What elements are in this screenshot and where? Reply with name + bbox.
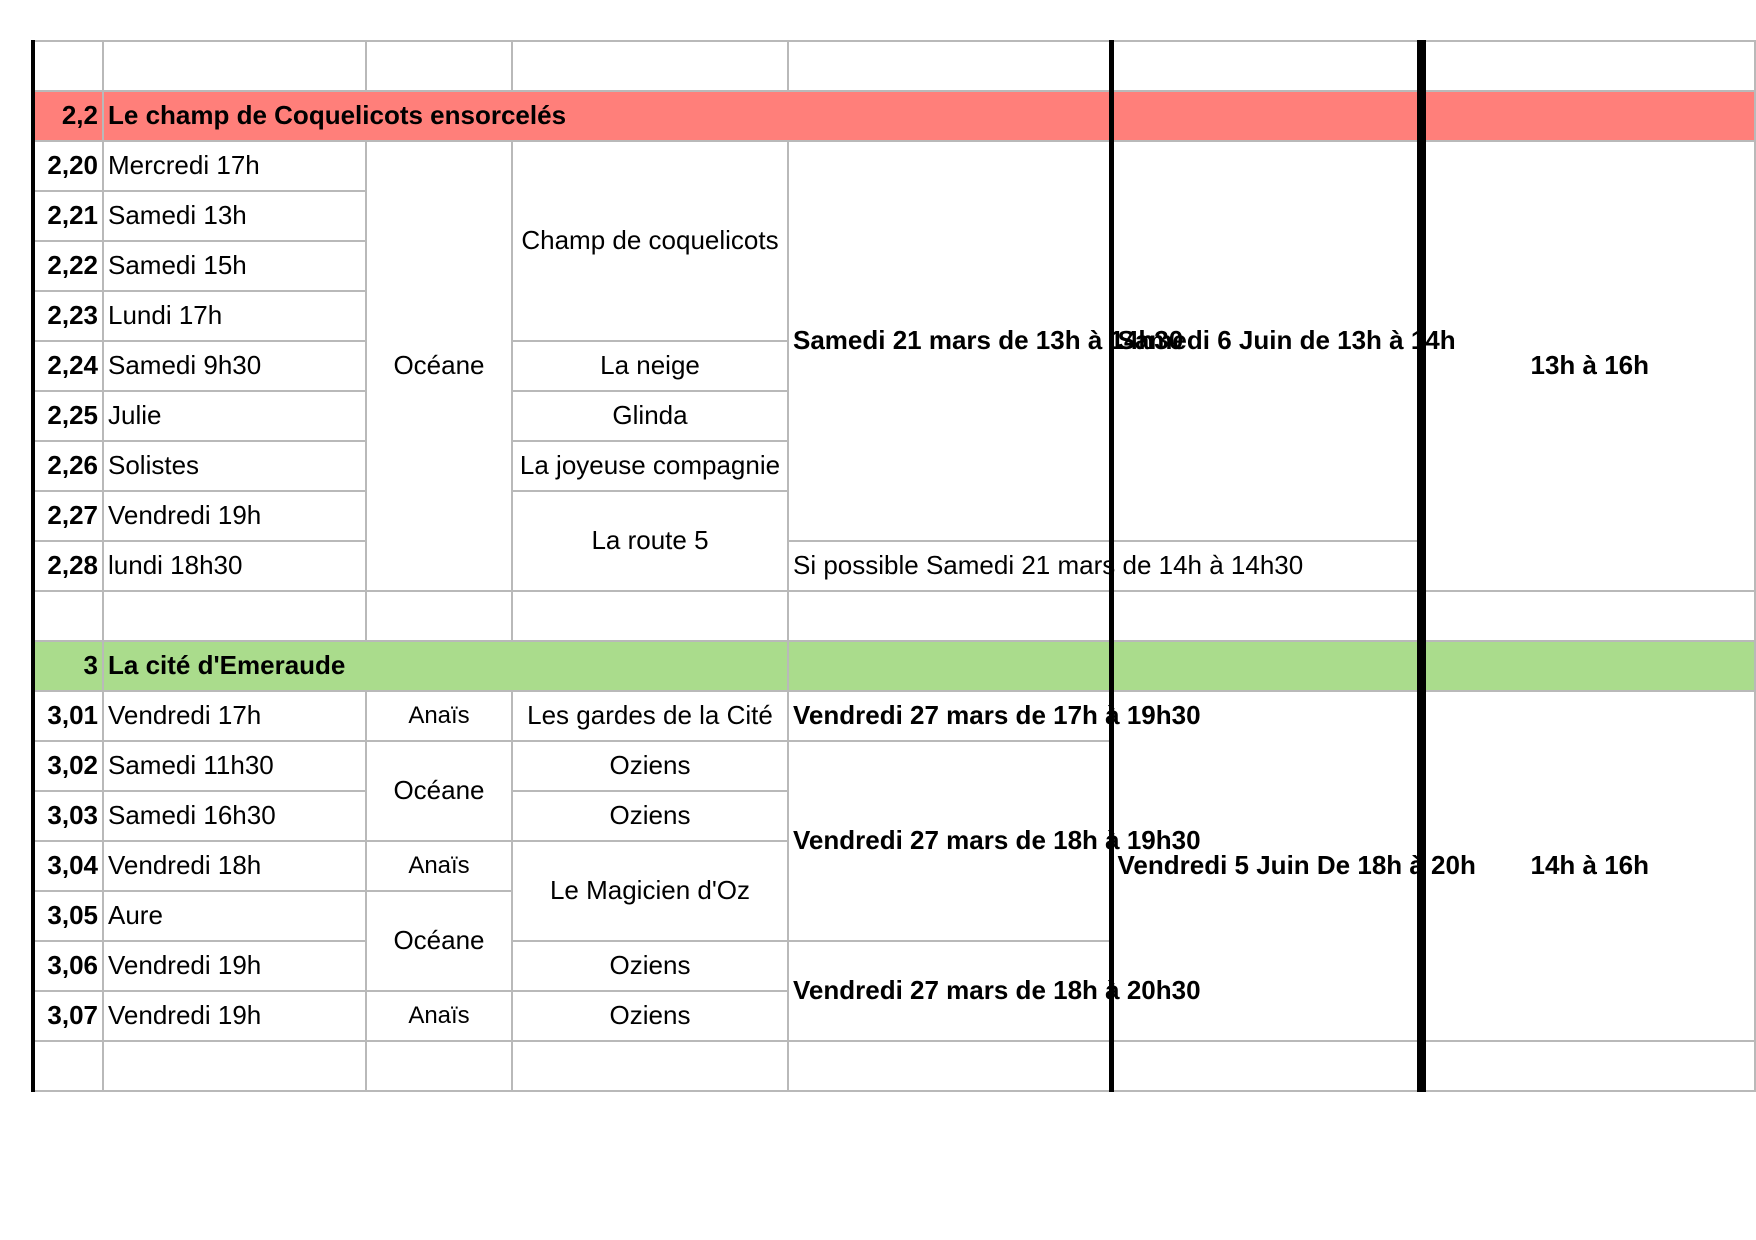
row-number: 3,01 bbox=[33, 691, 103, 741]
rehearsal-date-cell: Vendredi 27 mars de 17h à 19h30 bbox=[788, 691, 1111, 741]
teacher-cell: Anaïs bbox=[366, 691, 512, 741]
session-cell: Julie bbox=[103, 391, 366, 441]
row-number: 2,21 bbox=[33, 191, 103, 241]
scene-cell: Champ de coquelicots bbox=[512, 141, 788, 341]
teacher-cell: Anaïs bbox=[366, 841, 512, 891]
section-title: Le champ de Coquelicots ensorcelés bbox=[103, 91, 1111, 141]
scene-cell: La neige bbox=[512, 341, 788, 391]
empty-row bbox=[33, 591, 1755, 641]
session-cell: Vendredi 19h bbox=[103, 991, 366, 1041]
session-cell: Samedi 16h30 bbox=[103, 791, 366, 841]
row-number: 3,05 bbox=[33, 891, 103, 941]
show-time-cell: 14h à 16h bbox=[1421, 691, 1755, 1041]
section-header bbox=[33, 91, 1755, 141]
session-cell: Mercredi 17h bbox=[103, 141, 366, 191]
session-cell: Vendredi 19h bbox=[103, 491, 366, 541]
session-cell: Samedi 15h bbox=[103, 241, 366, 291]
row-number: 2,22 bbox=[33, 241, 103, 291]
session-cell: Aure bbox=[103, 891, 366, 941]
row-number: 2,24 bbox=[33, 341, 103, 391]
row-number: 2,27 bbox=[33, 491, 103, 541]
rehearsal-date-cell: Vendredi 5 Juin De 18h à 20h bbox=[1111, 691, 1421, 1041]
session-cell: Vendredi 17h bbox=[103, 691, 366, 741]
rehearsal-date-cell: Samedi 6 Juin de 13h à 14h bbox=[1111, 141, 1421, 541]
row-number: 2,28 bbox=[33, 541, 103, 591]
empty-row bbox=[33, 1041, 1755, 1091]
row-number: 2,20 bbox=[33, 141, 103, 191]
session-cell: Samedi 11h30 bbox=[103, 741, 366, 791]
rehearsal-date-cell: Samedi 21 mars de 13h à 14h30 bbox=[788, 141, 1111, 541]
schedule-table bbox=[31, 40, 1756, 1092]
rehearsal-date-cell: Vendredi 27 mars de 18h à 20h30 bbox=[788, 941, 1111, 1041]
row-number: 3,06 bbox=[33, 941, 103, 991]
teacher-cell: Océane bbox=[366, 141, 512, 591]
scene-cell: Glinda bbox=[512, 391, 788, 441]
scene-cell: La joyeuse compagnie bbox=[512, 441, 788, 491]
row-number: 2,25 bbox=[33, 391, 103, 441]
row-number: 3,02 bbox=[33, 741, 103, 791]
section-number: 3 bbox=[33, 641, 103, 691]
session-cell: lundi 18h30 bbox=[103, 541, 366, 591]
table-row bbox=[33, 691, 1755, 741]
teacher-cell: Océane bbox=[366, 741, 512, 841]
scene-cell: Le Magicien d'Oz bbox=[512, 841, 788, 941]
scene-cell: Les gardes de la Cité bbox=[512, 691, 788, 741]
teacher-cell: Anaïs bbox=[366, 991, 512, 1041]
section-title: La cité d'Emeraude bbox=[103, 641, 788, 691]
row-number: 2,26 bbox=[33, 441, 103, 491]
rehearsal-note-cell: Si possible Samedi 21 mars de 14h à 14h30 bbox=[788, 541, 1111, 591]
rehearsal-date-cell: Vendredi 27 mars de 18h à 19h30 bbox=[788, 741, 1111, 941]
scene-cell: Oziens bbox=[512, 741, 788, 791]
scene-cell: Oziens bbox=[512, 991, 788, 1041]
scene-cell: Oziens bbox=[512, 941, 788, 991]
scene-cell: Oziens bbox=[512, 791, 788, 841]
session-cell: Solistes bbox=[103, 441, 366, 491]
empty-row bbox=[33, 41, 1755, 91]
section-number: 2,2 bbox=[33, 91, 103, 141]
session-cell: Lundi 17h bbox=[103, 291, 366, 341]
show-time-cell: 13h à 16h bbox=[1421, 141, 1755, 591]
session-cell: Samedi 13h bbox=[103, 191, 366, 241]
scene-cell: La route 5 bbox=[512, 491, 788, 591]
row-number: 2,23 bbox=[33, 291, 103, 341]
session-cell: Vendredi 19h bbox=[103, 941, 366, 991]
session-cell: Vendredi 18h bbox=[103, 841, 366, 891]
row-number: 3,07 bbox=[33, 991, 103, 1041]
row-number: 3,04 bbox=[33, 841, 103, 891]
table-row bbox=[33, 141, 1755, 191]
row-number: 3,03 bbox=[33, 791, 103, 841]
teacher-cell: Océane bbox=[366, 891, 512, 991]
session-cell: Samedi 9h30 bbox=[103, 341, 366, 391]
section-header bbox=[33, 641, 1755, 691]
